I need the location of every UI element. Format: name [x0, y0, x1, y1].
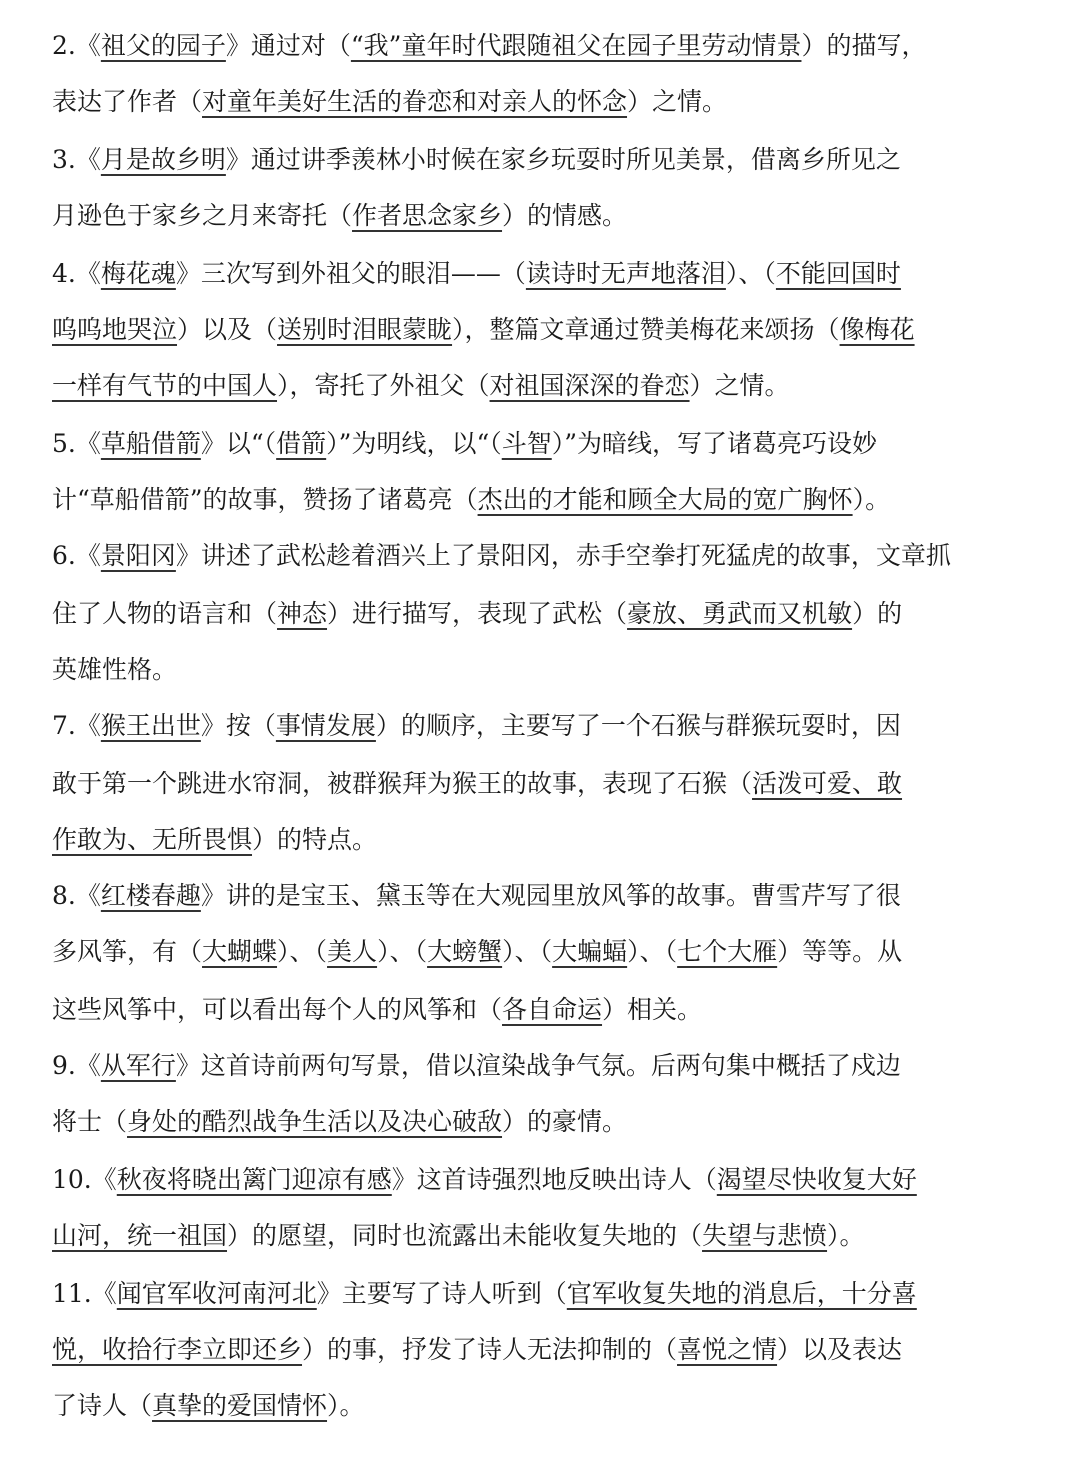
line-text: ）之情。	[627, 87, 728, 116]
answer-underlined: 活泼可爱、敢	[752, 769, 903, 798]
line-text: 计“草船借箭”的故事，赞扬了诸葛亮（	[52, 485, 478, 514]
answer-underlined: 景阳冈	[100, 541, 176, 570]
text-line	[52, 480, 890, 520]
line-text: ）、（	[502, 937, 553, 966]
text-line	[52, 1274, 917, 1314]
answer-underlined: 身处的酷烈战争生活以及决心破敌	[127, 1107, 503, 1136]
answer-underlined: 美人	[327, 937, 378, 966]
line-text: 多风筝，有（	[52, 937, 203, 966]
text-line	[52, 764, 902, 804]
answer-underlined: 作者思念家乡	[352, 201, 503, 230]
line-text: ）、（	[627, 937, 678, 966]
answer-underlined: 像梅花	[839, 315, 915, 344]
text-line	[52, 1046, 901, 1086]
line-text: 9.《	[52, 1051, 101, 1080]
answer-underlined: 事情发展	[275, 711, 376, 740]
line-text: 这些风筝中，可以看出每个人的风筝和（	[52, 995, 503, 1024]
text-line	[52, 706, 901, 746]
line-text: 2.《	[52, 31, 101, 60]
text-line	[52, 1160, 917, 1200]
line-text: 了诗人（	[52, 1391, 153, 1420]
text-line	[52, 82, 727, 122]
answer-underlined: 从军行	[100, 1051, 176, 1080]
text-line	[52, 424, 877, 464]
answer-underlined: 失望与悲愤	[702, 1221, 828, 1250]
line-text: 表达了作者（	[52, 87, 203, 116]
answer-underlined: 官军收复失地的消息后，十分喜	[566, 1279, 917, 1308]
line-text: 》三次写到外祖父的眼泪——（	[175, 259, 526, 288]
line-text: ）进行描写，表现了武松（	[327, 599, 628, 628]
answer-underlined: 秋夜将晓出篱门迎凉有感	[116, 1165, 392, 1194]
answer-underlined: “我”童年时代跟随祖父在园子里劳动情景	[350, 31, 802, 60]
line-text: 将士（	[52, 1107, 128, 1136]
line-text: ）、（	[725, 259, 776, 288]
line-text: 7.《	[52, 711, 101, 740]
answer-underlined: 大蝴蝶	[202, 937, 278, 966]
answer-underlined: 喜悦之情	[677, 1335, 778, 1364]
text-line	[52, 932, 902, 972]
text-line	[52, 876, 901, 916]
answer-underlined: 红楼春趣	[100, 881, 201, 910]
answer-underlined: 不能回国时	[775, 259, 901, 288]
line-text: ）的描写，	[801, 31, 927, 60]
text-line	[52, 1386, 365, 1426]
line-text: ）之情。	[689, 371, 790, 400]
line-text: 5.《	[52, 429, 101, 458]
line-text: ）的	[852, 599, 903, 628]
answer-underlined: 渴望尽快收复大好	[716, 1165, 917, 1194]
answer-underlined: 杰出的才能和顾全大局的宽广胸怀	[477, 485, 853, 514]
answer-underlined: 一样有气节的中国人	[52, 371, 278, 400]
line-text: 》以“（	[200, 429, 277, 458]
line-text: ）以及表达	[777, 1335, 903, 1364]
line-text: ）等等。从	[777, 937, 903, 966]
line-text: 英雄性格。	[52, 655, 178, 684]
line-text: ）。	[827, 1221, 865, 1250]
line-text: ）以及（	[177, 315, 278, 344]
line-text: 》主要写了诗人听到（	[316, 1279, 567, 1308]
line-text: ）的特点。	[252, 825, 378, 854]
line-text: ）的顺序，主要写了一个石猴与群猴玩耍时，因	[375, 711, 901, 740]
text-line	[52, 1216, 865, 1256]
text-line	[52, 310, 915, 350]
answer-underlined: 神态	[277, 599, 328, 628]
line-text: 》讲的是宝玉、黛玉等在大观园里放风筝的故事。曹雪芹写了很	[200, 881, 901, 910]
line-text: 》通过讲季羡林小时候在家乡玩耍时所见美景，借离乡所见之	[225, 145, 901, 174]
answer-underlined: 月是故乡明	[100, 145, 226, 174]
line-text: ）”为暗线，写了诸葛亮巧设妙	[551, 429, 878, 458]
answer-underlined: 送别时泪眼蒙眬	[277, 315, 453, 344]
line-text: ）的豪情。	[502, 1107, 628, 1136]
line-text: 》这首诗前两句写景，借以渲染战争气氛。后两句集中概括了戍边	[175, 1051, 901, 1080]
answer-underlined: 对童年美好生活的眷恋和对亲人的怀念	[202, 87, 628, 116]
answer-underlined: 七个大雁	[677, 937, 778, 966]
answer-underlined: 悦，收拾行李立即还乡	[52, 1335, 303, 1364]
answer-underlined: 对祖国深深的眷恋	[489, 371, 690, 400]
answer-underlined: 大蝙蝠	[552, 937, 628, 966]
line-text: 6.《	[52, 541, 101, 570]
answer-underlined: 真挚的爱国情怀	[152, 1391, 328, 1420]
text-line	[52, 26, 926, 66]
answer-underlined: 猴王出世	[100, 711, 201, 740]
line-text: ）相关。	[602, 995, 703, 1024]
line-text: 3.《	[52, 145, 101, 174]
line-text: 4.《	[52, 259, 101, 288]
line-text: ）的情感。	[502, 201, 628, 230]
line-text: ）的愿望，同时也流露出未能收复失地的（	[227, 1221, 703, 1250]
line-text: ）。	[852, 485, 891, 514]
line-text: ）。	[327, 1391, 365, 1420]
text-line	[52, 1102, 627, 1142]
answer-underlined: 梅花魂	[100, 259, 176, 288]
text-line	[52, 196, 627, 236]
answer-underlined: 呜呜地哭泣	[52, 315, 178, 344]
line-text: 》这首诗强烈地反映出诗人（	[391, 1165, 717, 1194]
text-line	[52, 650, 177, 690]
answer-underlined: 各自命运	[502, 995, 603, 1024]
text-line	[52, 594, 902, 634]
text-line	[52, 254, 901, 294]
answer-underlined: 大螃蟹	[427, 937, 503, 966]
line-text: ）、（	[377, 937, 428, 966]
text-line	[52, 1330, 902, 1370]
text-line	[52, 536, 951, 576]
answer-underlined: 祖父的园子	[100, 31, 226, 60]
line-text: 》讲述了武松趁着酒兴上了景阳冈，赤手空拳打死猛虎的故事，文章抓	[175, 541, 951, 570]
line-text: 10.《	[52, 1165, 117, 1194]
text-line	[52, 140, 901, 180]
line-text: 》通过对（	[225, 31, 351, 60]
answer-underlined: 闻官军收河南河北	[116, 1279, 317, 1308]
answer-underlined: 借箭	[276, 429, 327, 458]
line-text: 》按（	[200, 711, 276, 740]
line-text: ），整篇文章通过赞美梅花来颂扬（	[452, 315, 840, 344]
line-text: 8.《	[52, 881, 101, 910]
answer-underlined: 斗智	[501, 429, 552, 458]
answer-underlined: 读诗时无声地落泪	[525, 259, 726, 288]
line-text: ）、（	[277, 937, 328, 966]
line-text: ）”为明线，以“（	[326, 429, 502, 458]
text-line	[52, 820, 377, 860]
answer-underlined: 草船借箭	[100, 429, 201, 458]
answer-underlined: 作敢为、无所畏惧	[52, 825, 253, 854]
line-text: ），寄托了外祖父（	[277, 371, 490, 400]
line-text: ）的事，抒发了诗人无法抑制的（	[302, 1335, 678, 1364]
line-text: 住了人物的语言和（	[52, 599, 278, 628]
answer-underlined: 山河，统一祖国	[52, 1221, 228, 1250]
text-line	[52, 366, 790, 406]
line-text: 11.《	[52, 1279, 117, 1308]
line-text: 月逊色于家乡之月来寄托（	[52, 201, 353, 230]
text-line	[52, 990, 702, 1030]
answer-underlined: 豪放、勇武而又机敏	[627, 599, 853, 628]
line-text: 敢于第一个跳进水帘洞，被群猴拜为猴王的故事，表现了石猴（	[52, 769, 753, 798]
